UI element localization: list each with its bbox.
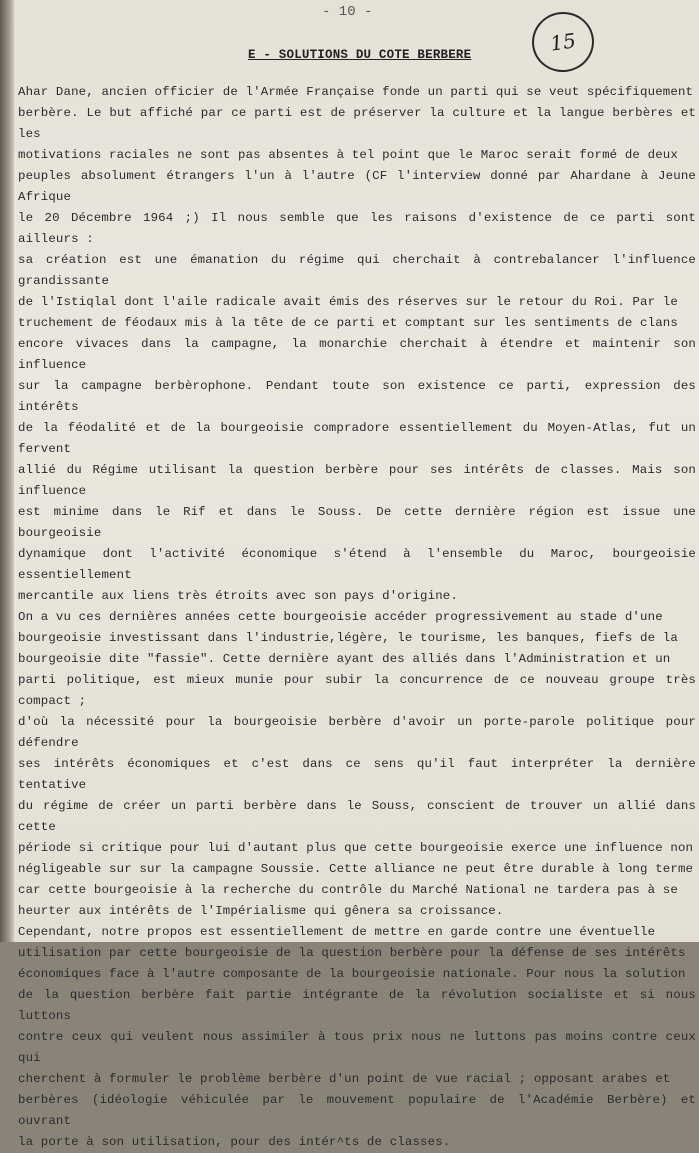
body-text (18, 82, 696, 1153)
paragraph-3: Cependant, notre propos est essentiellement de mettre en garde contre une éventuelle utilisation par cette bourgeoisie de la question berbère pour la défense de ses intérêts économiques face à l'autre composante de la bourgeoisie nationale. Pour nous la solution de la question berbère fait partie intégrante de la révolution socialiste et si nous luttons contre ceux qui veulent nous assimiler à tous prix nous ne luttons pas moins contre ceux qui cherchent à formuler le problème berbère d'un point de vue racial ; opposant arabes et berbères (idéologie véhiculée par le mouvement populaire de l'Académie Berbère) et ouvrant la porte à son utilisation, pour des intér^ts de classes. (18, 925, 696, 1149)
document-page (14, 0, 699, 1149)
paragraph-2: On a vu ces dernières années cette bourgeoisie accéder progressivement au stade d'une bourgeoisie investissant dans l'industrie,légère, le tourisme, les banques, fiefs de la bourgeoisie dite "fassie". Cette dernière ayant des alliés dans l'Administration et un parti politique, est mieux munie pour subir la concurrence de ce nouveau groupe très compact ; d'où la nécessité pour la bourgeoisie berbère d'avoir un porte-parole politique pour défendre ses intérêts économiques et c'est dans ce sens qu'il faut interpréter la dernière tentative du régime de créer un parti berbère dans le Souss, conscient de trouver un allié dans cette période si critique pour lui d'autant plus que cette bourgeoisie exerce une influence non négligeable sur sur la campagne Soussie. Cette alliance ne peut être durable à long terme car cette bourgeoisie à la recherche du contrôle du Marché National ne tardera pas à se heurter aux intérêts de l'Impérialisme qui gênera sa croissance. (18, 610, 696, 918)
page-binding-shadow (0, 0, 14, 942)
page-number: - 10 - (322, 4, 373, 20)
folio-number-circle: 15 (528, 8, 598, 76)
paragraph-1: Ahar Dane, ancien officier de l'Armée Française fonde un parti qui se veut spécifiquement berbère. Le but affiché par ce parti est de préserver la culture et la langue berbères et les motivations raciales ne sont pas absentes à tel point que le Maroc serait formé de deux peuples absolument étrangers l'un à l'autre (CF l'interview donné par Ahardane à Jeune Afrique le 20 Décembre 1964 ;) Il nous semble que les raisons d'existence de ce parti sont ailleurs : sa création est une émanation du régime qui cherchait à contrebalancer l'influence grandissante de l'Istiqlal dont l'aile radicale avait émis des réserves sur le retour du Roi. Par le truchement de féodaux mis à la tête de ce parti et comptant sur les sentiments de clans encore vivaces dans la campagne, la monarchie cherchait à étendre et maintenir son influence sur la campagne berbèrophone. Pendant toute son existence ce parti, expression des intérêts de la féodalité et de la bourgeoisie compradore essentiellement du Moyen-Atlas, fut un fervent allié du Régime utilisant la question berbère pour ses intérêts de classes. Mais son influence est minime dans le Rif et dans le Souss. De cette dernière région est issue une bourgeoisie dynamique dont l'activité économique s'étend à l'ensemble du Maroc, bourgeoisie essentiellement mercantile aux liens très étroits avec son pays d'origine. (18, 85, 696, 603)
section-title: E - SOLUTIONS DU COTE BERBERE (248, 48, 472, 62)
